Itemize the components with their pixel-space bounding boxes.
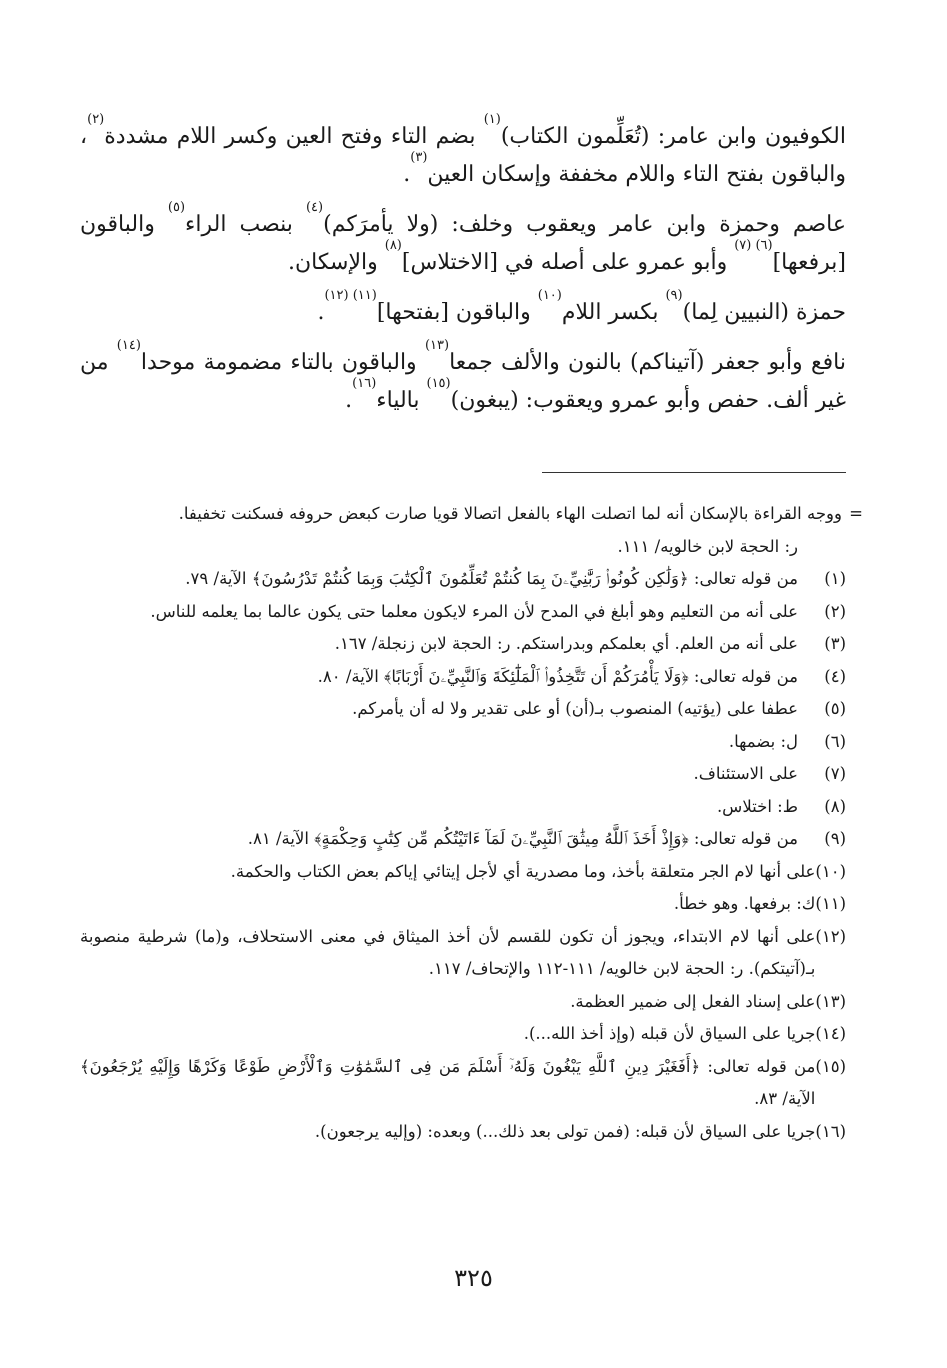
footnote-ref: (١٣) (424, 338, 450, 353)
footnote-number: (١) (824, 569, 846, 588)
footnote-item (80, 758, 870, 791)
footnote-text: على أنه من العلم. أي بعلمكم وبدراستكم. ر: الحجة لابن زنجلة/ ١٦٧. (334, 634, 798, 653)
text-run: بكسر اللام (561, 300, 666, 325)
footnote-ref: (١٠) (537, 288, 562, 303)
footnote-ref: (١٥) (426, 376, 451, 391)
footnote-number: (٢) (824, 601, 846, 621)
footnote-text: ل: بضمها. (728, 731, 798, 751)
text-run: والإسكان. (288, 250, 385, 275)
footnote-ref: (٦) (٧) (734, 238, 773, 253)
text-run: بضم التاء وفتح العين وكسر اللام مشددة (104, 124, 484, 149)
text-run: . (403, 162, 411, 187)
text-run: والباقون [برفعها] (80, 212, 846, 275)
text-run: نافع وأبو جعفر (آتيناكم) بالنون والألف جمعا (449, 350, 846, 375)
footnote-number: (١٣) (815, 991, 846, 1011)
footnote-text: جريا على السياق لأن قبله: (فمن تولى بعد ذلك...) وبعده: (وإليه يرجعون). (314, 1121, 816, 1141)
footnote-text: ك: برفعها. وهو خطأ. (673, 894, 816, 913)
footnote-continuation (80, 498, 870, 531)
footnote-item (80, 888, 870, 921)
footnote-ref: (١٦) (352, 376, 377, 391)
footnote-item (80, 661, 870, 694)
footnote-ref: (١١) (١٢) (324, 288, 377, 303)
paragraph-1 (80, 112, 846, 194)
footnote-item (80, 628, 870, 661)
page-number: ٣٢٥ (454, 1264, 493, 1292)
footnote-item (80, 693, 870, 726)
footnote-number: (١٠) (815, 861, 846, 881)
footnote-item (80, 921, 870, 986)
text-run: من غير ألف. حفص وأبو عمرو ويعقوب: (يبغون) (80, 350, 846, 413)
footnote-number: (٨) (824, 796, 846, 816)
footnote-number: (٥) (824, 699, 846, 718)
footnote-ref: (٤) (305, 200, 324, 215)
footnote-ref: (٣) (410, 150, 428, 165)
text-run: عاصم وحمزة وابن عامر ويعقوب وخلف: (ولا يأمرَكم) (323, 212, 847, 237)
footnote-text: من قوله تعالى: ﴿وَلَٰكِن كُونُوا۟ رَبَّٰنِيِّۦنَ بِمَا كُنتُمْ تُعَلِّمُونَ ٱلْكِتَٰبَ وَبِمَا كُنتُمْ تَدْرُسُونَ﴾ الآية/ ٧٩. (185, 569, 798, 588)
footnote-number: (١٤) (815, 1024, 846, 1043)
text-run: . (345, 388, 353, 413)
footnote-text: على إسناد الفعل إلى ضمير العظمة. (570, 991, 816, 1011)
footnote-number: (١٥) (815, 1056, 846, 1076)
footnote-number: (٦) (824, 731, 846, 751)
footnote-ref: (١٤) (116, 338, 141, 353)
footnote-item (80, 563, 870, 596)
footnotes (80, 498, 870, 1148)
footnote-list (80, 563, 870, 1148)
paragraph-2 (80, 200, 847, 282)
footnote-number: (١١) (815, 894, 846, 913)
footnote-text: على أنها لام الابتداء، ويجوز أن تكون للقسم لأن أخذ الميثاق في معنى الاستحلاف، و(ما) شرطية منصوبة بـ(آتيتكم). ر: الحجة لابن خالويه/ ١١١-١١٢ والإتحاف/ ١١٧. (80, 926, 816, 978)
footnote-item (80, 596, 870, 629)
paragraph-4 (80, 338, 846, 420)
footnote-item (80, 1051, 870, 1116)
text-run: بنصب الراء (185, 212, 306, 237)
footnote-number: (٩) (824, 829, 846, 848)
footnote-text: على الاستئناف. (693, 764, 798, 783)
footnote-ref: (٢) (87, 112, 105, 127)
footnote-number: (١٢) (815, 926, 846, 946)
footnote-item (80, 986, 870, 1019)
footnote-item (80, 856, 870, 889)
footnote-text: على أنها لام الجر متعلقة بأخذ، وما مصدرية أي لأجل إيتائي إياكم بعض الكتاب والحكمة. (230, 861, 816, 881)
footnote-number: (٧) (824, 764, 846, 783)
footnote-ref: (١) (483, 112, 501, 127)
footnote-text: ط: اختلاس. (716, 796, 798, 816)
footnote-text: جريا على السياق لأن قبله (وإذ أخذ الله...). (523, 1024, 816, 1043)
footnote-text: من قوله تعالى: ﴿وَإِذْ أَخَذَ ٱللَّهُ مِيثَٰقَ ٱلنَّبِيِّۦنَ لَمَآ ءَاتَيْتُكُم مِّن كِتَٰبٍ وَحِكْمَةٍ﴾ الآية/ ٨١. (247, 829, 798, 848)
text-run: ، والباقون بفتح التاء واللام مخففة وإسكان العين (80, 124, 846, 187)
footnote-item (80, 823, 870, 856)
continuation-mark: = (849, 504, 863, 523)
text-run: الكوفيون وابن عامر: (تُعَلِّمون الكتاب) (500, 124, 846, 149)
footnote-text: على أنه من التعليم وهو أبلغ في المدح لأن المرء لايكون معلما حتى يكون عالما بما يعلمه للناس. (150, 601, 798, 621)
footnote-item (80, 726, 870, 759)
footnote-text: من قوله تعالى: ﴿أَفَغَيْرَ دِينِ ٱللَّهِ يَبْغُونَ وَلَهُۥٓ أَسْلَمَ مَن فِى ٱلسَّمَٰوَٰتِ وَٱلْأَرْضِ طَوْعًا وَكَرْهًا وَإِلَيْهِ يُرْجَعُونَ﴾ الآية/ ٨٣. (80, 1056, 816, 1108)
footnote-number: (٣) (824, 634, 846, 653)
footnote-item (80, 791, 870, 824)
text-run: والباقون [بفتحها] (376, 300, 538, 325)
footnote-separator (542, 472, 846, 473)
text-run: والباقون بالتاء مضمومة موحدا (140, 350, 425, 375)
footnote-ref: (٥) (167, 200, 186, 215)
footnote-text: من قوله تعالى: ﴿وَلَا يَأْمُرَكُمْ أَن تَتَّخِذُوا۟ ٱلْمَلَٰٓئِكَةَ وَٱلنَّبِيِّۦنَ أَرْبَابًا﴾ الآية/ ٨٠. (317, 666, 798, 686)
footnote-item (80, 1116, 870, 1149)
footnote-ref: (٩) (665, 288, 683, 303)
text-run: . (317, 300, 325, 325)
text-run: وأبو عمرو على أصله في [الاختلاس] (401, 250, 735, 275)
footnote-ref: (٨) (384, 238, 402, 253)
main-text (80, 112, 847, 432)
footnote-number: (١٦) (815, 1121, 846, 1141)
continuation-text: ووجه القراءة بالإسكان أنه لما اتصلت الهاء بالفعل اتصالا قويا صارت كبعض حروفه فسكنت تخفيفا. (178, 504, 842, 523)
text-run: بالياء (376, 388, 427, 413)
footnote-text: عطفا على (يؤتيه) المنصوب بـ(أن) أو على تقدير ولا له أن يأمركم. (352, 699, 798, 718)
footnote-source: ر: الحجة لابن خالويه/ ١١١. (617, 536, 798, 556)
text-run: حمزة (النبيين لِما) (682, 300, 846, 325)
footnote-item (80, 1018, 870, 1051)
footnote-number: (٤) (824, 666, 846, 686)
paragraph-3 (80, 288, 846, 332)
